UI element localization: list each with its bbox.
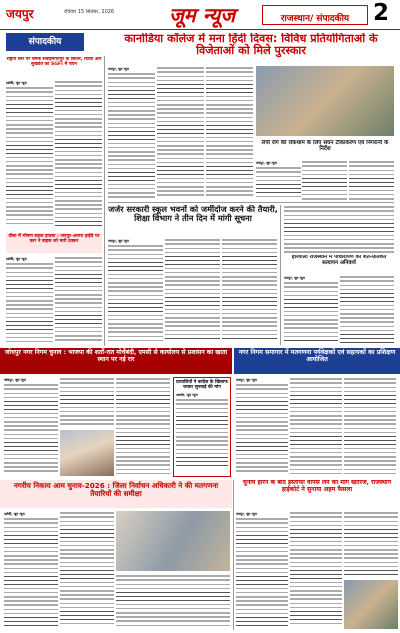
body-text	[176, 398, 228, 466]
panchayat-photo	[116, 511, 230, 571]
body-text	[4, 517, 58, 627]
box-note	[173, 377, 231, 477]
schools-byline: जयपुर, जूम न्यूज	[108, 239, 129, 243]
jodhpur-byline: जोधपुर, जूम न्यूज	[4, 378, 26, 382]
panchayat-headline-box	[0, 480, 232, 508]
left-story2-headline: दौसा में भीषण सड़क हादसा : जयपुर-आगरा हाईवे पर कार ने बाइक को मारी टक्कर	[8, 234, 100, 244]
haryali-byline: जयपुर, जूम न्यूज	[284, 276, 305, 280]
body-text	[344, 377, 396, 475]
masthead-date: रविवार 15 सितंबर, 2026	[64, 9, 115, 15]
jodhpur-headline-bar	[0, 348, 232, 374]
court-byline: जयपुर, जूम न्यूज	[236, 512, 257, 516]
haryali-body	[284, 275, 338, 345]
body-text	[55, 256, 102, 342]
lead-byline: जयपुर, जूम न्यूज	[108, 67, 129, 71]
editorial-label-text: संपादकीय	[28, 37, 62, 47]
nagar-nigam-headline: नगर निगम समागार में मतगणना पर्यवेक्षकों एवं सहायकों का प्रशिक्षण आयोजित	[238, 349, 396, 363]
body-text	[349, 160, 394, 200]
court-body	[236, 511, 288, 629]
lumpy-body-2	[302, 160, 347, 200]
body-text	[116, 574, 230, 629]
jodhpur-photo	[60, 430, 114, 476]
body-text	[165, 238, 220, 342]
body-text	[236, 383, 288, 475]
masthead	[0, 0, 400, 30]
body-text	[60, 377, 114, 427]
body-text	[4, 383, 58, 475]
court-headline: चुनाव हारने के बाद इस्तीफा वापस लेने की मांग खारिज, राजस्थान हाईकोर्ट ने सुनाया अहम फैसला	[242, 480, 392, 493]
body-text	[344, 511, 398, 577]
body-text	[340, 275, 394, 343]
jodhpur-body-2	[60, 377, 114, 427]
nagar-nigam-byline: जयपुर, जूम न्यूज	[236, 378, 257, 382]
body-text	[206, 66, 253, 198]
left-story2-body-2	[55, 256, 102, 344]
schools-body	[108, 238, 163, 344]
body-text	[302, 160, 347, 200]
haryali-headline: हरियालो राजस्थान में पौधारोपण का शत-प्रतिशत सत्यापन अनिवार्य	[291, 255, 387, 266]
jodhpur-body-3	[116, 377, 170, 477]
panchayat-body-3	[116, 574, 230, 629]
page-number: 2	[373, 0, 390, 26]
nagar-nigam-body-2	[290, 377, 342, 477]
newspaper-logo	[148, 1, 256, 28]
box-note-byline: अजमेर, जूम न्यूज	[176, 393, 198, 398]
court-body-2	[290, 511, 342, 629]
body-text	[284, 205, 394, 253]
haryali-body-top	[284, 205, 394, 253]
body-text	[108, 72, 155, 198]
logo-text: जूम न्यूज	[168, 3, 236, 27]
panchayat-body	[4, 511, 58, 629]
jodhpur-headline: जोधपुर नगर निगम चुनाव : भाजपा की शर्तों-रात मोर्चेबंदी, एमसी से कार्यालय से प्रशासन का खाता स्थान पर नई रार	[4, 349, 228, 363]
left-story2-body	[6, 256, 53, 344]
lumpy-body-3	[349, 160, 394, 200]
editorial-label	[6, 33, 84, 51]
schools-headline: जर्जर सरकारी स्कूल भवनों को जमींदोज करने की तैयारी, शिक्षा विभाग ने तीन दिन में मांगी सूचना	[108, 205, 278, 224]
jodhpur-body	[4, 377, 58, 477]
left-story1-body-2	[55, 80, 102, 230]
body-text	[157, 66, 204, 198]
section-title: राजस्थान/ संपादकीय	[280, 14, 350, 24]
lead-body-3	[206, 66, 253, 200]
schools-body-3	[222, 238, 277, 344]
section-box	[262, 5, 368, 25]
schools-body-2	[165, 238, 220, 344]
lead-photo	[256, 66, 394, 136]
nagar-nigam-headline-bar	[234, 348, 400, 374]
lead-body	[108, 66, 155, 200]
left-story1-headline: राष्ट्रीय स्तर पर चमके सवाईमाधोपुर के सितारे, दिव्या और सुखवंत का SGFI में चयन	[6, 57, 102, 68]
nagar-nigam-body-3	[344, 377, 396, 477]
panchayat-byline: दर्शकी, जूम न्यूज	[4, 512, 25, 516]
court-body-3	[344, 511, 398, 577]
masthead-city: जयपुर	[6, 7, 34, 21]
body-text	[6, 86, 53, 226]
body-text	[290, 511, 342, 627]
body-text	[284, 281, 338, 343]
panchayat-body-2	[60, 511, 114, 629]
body-text	[116, 377, 170, 475]
lumpy-headline: लंपी रोग की रोकथाम के लिए सघन टीकाकरण एवं निगरानी के निर्देश	[261, 140, 389, 153]
left-story1-byline: दर्शकी, जूम न्यूज	[6, 81, 27, 85]
left-story1-body	[6, 80, 53, 230]
left-story2-headline-box	[6, 233, 102, 253]
lumpy-body	[256, 160, 301, 200]
haryali-body-2	[340, 275, 394, 345]
body-text	[256, 166, 301, 200]
body-text	[60, 511, 114, 627]
left-story2-byline: दर्शकी, जूम न्यूज	[6, 257, 27, 261]
nagar-nigam-body	[236, 377, 288, 477]
panchayat-headline: नगरीय निकाय आम चुनाव-2026 : जिला निर्वाचन अधिकारी ने की मतगणना तैयारियों की समीक्षा	[13, 481, 219, 498]
court-photo	[344, 580, 398, 629]
lead-headline: कानोडिया कॉलेज में मना हिंदी दिवस: विविध प्रतियोगिताओं के विजेताओं को मिले पुरस्कार	[124, 33, 378, 57]
lumpy-byline: जयपुर, जूम न्यूज	[256, 161, 277, 165]
lead-body-2	[157, 66, 204, 200]
body-text	[290, 377, 342, 475]
body-text	[6, 262, 53, 342]
body-text	[236, 517, 288, 627]
body-text	[55, 80, 102, 228]
body-text	[222, 238, 277, 342]
box-note-headline: प्रत्याशियों ने कांग्रेस के खिलाफ जाकर सुनवाई की मांग	[176, 380, 228, 391]
body-text	[108, 244, 163, 342]
